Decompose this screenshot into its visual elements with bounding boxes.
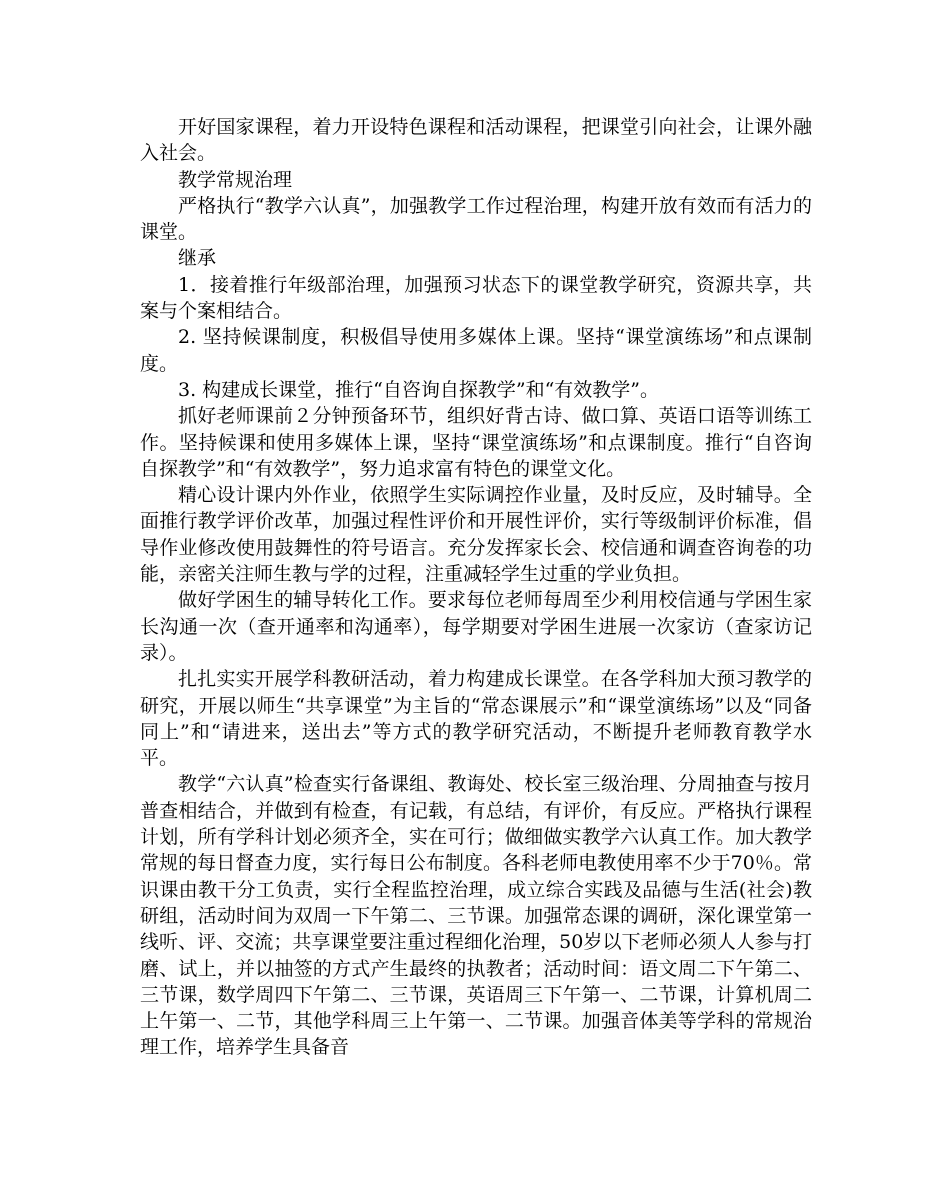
list-item-2: 2. 坚持候课制度，积极倡导使用多媒体上课。坚持“课堂演练场”和点课制度。 xyxy=(140,326,812,375)
paragraph-teaching-research: 扎扎实实开展学科教研活动，着力构建成长课堂。在各学科加大预习教学的研究，开展以师生“共享课堂”为主旨的“常态课展示”和“课堂演练场”以及“同备同上”和“请进来，送出去”等方式的教学研究活动，不断提升老师教育教学水平。 xyxy=(140,668,812,770)
heading-teaching-routine-management: 教学常规治理 xyxy=(178,168,293,191)
heading-inherit: 继承 xyxy=(178,247,217,270)
list-item-1: 1．接着推行年级部治理，加强预习状态下的课堂教学研究，资源共享，共案与个案相结合。 xyxy=(140,273,812,323)
paragraph-six-earnest: 严格执行“教学六认真”，加强教学工作过程治理，构建开放有效而有活力的课堂。 xyxy=(140,194,812,244)
paragraph-pre-class-preparation: 抓好老师课前２分钟预备环节，组织好背古诗、做口算、英语口语等训练工作。坚持候课和使用多媒体上课，坚持“课堂演练场”和点课制度。推行“自咨询自探教学”和“有效教学”，努力追求富有特色的课堂文化。 xyxy=(140,405,812,480)
paragraph-six-earnest-inspection: 教学“六认真”检查实行备课组、教诲处、校长室三级治理、分周抽查与按月普查相结合，并做到有检查，有记载，有总结，有评价，有反应。严格执行课程计划，所有学科计划必须齐全，实在可行；做细做实教学六认真工作。加大教学常规的每日督查力度，实行每日公布制度。各科老师电教使用率不少于70％。常识课由教干分工负责，实行全程监控治理，成立综合实践及品德与生活(社会)教研组，活动时间为双周一下午第二、三节课。加强常态课的调研，深化课堂第一线听、评、交流；共享课堂要注重过程细化治理，50岁以下老师必须人人参与打磨、试上，并以抽签的方式产生最终的执教者；活动时间：语文周二下午第二、三节课，数学周四下午第二、三节课，英语周三下午第一、二节课，计算机周二上午第一、二节，其他学科周三上午第一、二节课。加强音体美等学科的常规治理工作，培养学生具备音 xyxy=(140,773,812,1059)
paragraph-homework-design: 精心设计课内外作业，依照学生实际调控作业量，及时反应，及时辅导。全面推行教学评价改革，加强过程性评价和开展性评价，实行等级制评价标准，倡导作业修改使用鼓舞性的符号语言。充分发挥家长会、校信通和调查咨询卷的功能，亲密关注师生教与学的过程，注重减轻学生过重的学业负担。 xyxy=(140,484,812,586)
document-body xyxy=(140,114,812,1061)
paragraph-national-curriculum: 开好国家课程，着力开设特色课程和活动课程，把课堂引向社会，让课外融入社会。 xyxy=(140,116,812,165)
paragraph-struggling-students: 做好学困生的辅导转化工作。要求每位老师每周至少利用校信通与学困生家长沟通一次（查开通率和沟通率），每学期要对学困生进展一次家访（查家访记录）。 xyxy=(140,589,812,664)
list-item-3: 3. 构建成长课堂，推行“自咨询自探教学”和“有效教学”。 xyxy=(178,378,660,401)
